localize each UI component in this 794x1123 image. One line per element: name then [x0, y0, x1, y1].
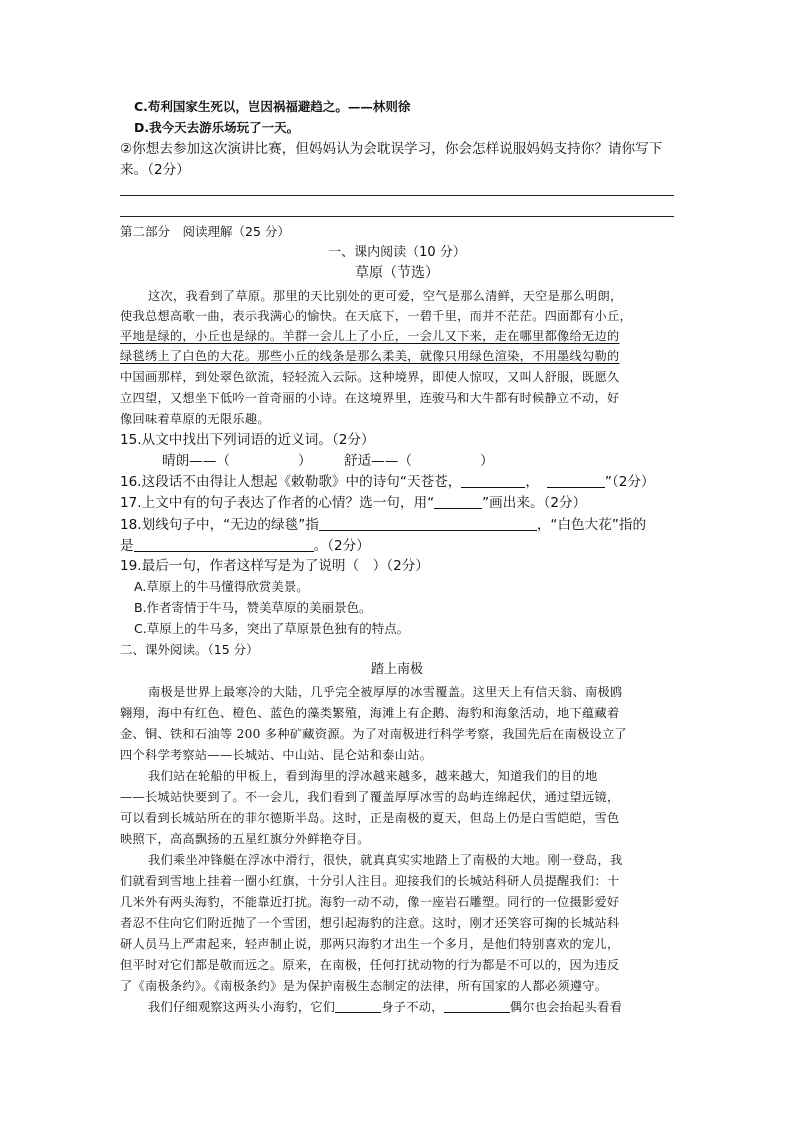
answer-line-1[interactable]: [120, 195, 674, 196]
passage-2-line: 但平时对它们都是敬而远之。原来，在南极，任何打扰动物的行为都是不可以的，因为违反: [120, 958, 620, 972]
question-18-line2: [120, 537, 370, 555]
passage-1-line: 中国画那样，到处翠色欲流，轻轻流入云际。这种境界，即使人惊叹，又叫人舒服，既愿久: [120, 370, 620, 384]
q16-blank-2[interactable]: [547, 474, 605, 488]
q19-option-c[interactable]: C.草原上的牛马多，突出了草原景色独有的特点。: [134, 621, 410, 636]
q18-text-c: 是: [120, 538, 134, 554]
passage-2-line: 映照下，高高飘扬的五星红旗分外鲜艳夺目。: [120, 832, 370, 846]
q15-b-close: ）: [479, 453, 494, 469]
q15-a-close: ）: [297, 453, 312, 469]
q17-end: ”画出来。（2分）: [482, 495, 587, 511]
passage-2-line: 四个科学考察站——长城站、中山站、昆仑站和泰山站。: [120, 748, 433, 762]
question-16: [120, 473, 655, 491]
q17-blank[interactable]: [434, 495, 482, 509]
section-2-heading: 二、课外阅读。（15 分）: [120, 642, 259, 657]
option-c: C.苟利国家生死以，岂因祸福避趋之。——林则徐: [134, 99, 411, 114]
question-2-line1: ②你想去参加这次演讲比赛，但妈妈认为会耽误学习，你会怎样说服妈妈支持你？请你写下: [120, 141, 663, 157]
passage-2-title: 踏上南极: [370, 662, 423, 677]
question-18-line1: [120, 516, 646, 534]
question-2-line2: 来。（2分）: [120, 162, 190, 178]
passage-1-line-underlined: 平地是绿的，小丘也是绿的。羊群一会儿上了小丘，一会儿又下来，走在哪里都像给无边的: [120, 329, 620, 343]
q19-option-a[interactable]: A.草原上的牛马懂得欣赏美景。: [134, 579, 309, 594]
passage-2-line: 南极是世界上最寒冷的大陆，几乎完全被厚厚的冰雪覆盖。这里天上有信天翁、南极鸥: [148, 685, 623, 699]
q18-text: 18.划线句子中，“无边的绿毯”指: [120, 517, 319, 533]
passage-2-line: 我们站在轮船的甲板上，看到海里的浮冰越来越多，越来越大，知道我们的目的地: [148, 769, 598, 783]
passage-2-last-line: [148, 998, 622, 1016]
question-15: 15.从文中找出下列词语的近义词。（2分）: [120, 432, 375, 448]
passage-1-line-underlined: 绿毯绣上了白色的大花。那些小丘的线条是那么柔美，就像只用绿色渲染，不用墨线勾勒的: [120, 349, 620, 363]
passage-1-line: 立四望，又想坐下低吟一首奇丽的小诗。在这境界里，连骏马和大牛都有时候静立不动，好: [120, 391, 620, 405]
last-line-text-a: 我们仔细观察这两头小海豹，它们: [148, 1000, 336, 1014]
passage-2-line: ——长城站快要到了。不一会儿，我们看到了覆盖厚厚冰雪的岛屿连绵起伏，通过望远镜，: [120, 790, 620, 804]
passage-1-line: 使我总想高歌一曲，表示我满心的愉快。在天底下，一碧千里，而并不茫茫。四面都有小丘，: [120, 309, 632, 323]
section-1-heading: 一、课内阅读（10 分）: [328, 245, 466, 260]
passage-2-line: 我们乘坐冲锋艇在浮冰中滑行，很快，就真真实实地踏上了南极的大地。刚一登岛，我: [148, 853, 623, 867]
q16-end: ”（2分）: [604, 474, 655, 490]
q15-b-label: 舒适——（: [344, 453, 412, 469]
question-17: [120, 494, 586, 512]
q16-blank-1[interactable]: [461, 474, 525, 488]
passage-1-line: 像回味着草原的无限乐趣。: [120, 412, 270, 426]
q19-option-b[interactable]: B.作者寄情于牛马，赞美草原的美丽景色。: [134, 600, 372, 615]
passage-2-line: 翱翔，海中有红色、橙色、蓝色的藻类繁殖，海滩上有企鹅、海豹和海象活动，地下蕴藏着: [120, 706, 620, 720]
question-19: 19.最后一句，作者这样写是为了说明（ ）（2分）: [120, 558, 429, 574]
passage-blank-1[interactable]: [335, 999, 381, 1013]
question-15-item-a: [162, 452, 312, 470]
passage-2-line: 可以看到长城站所在的菲尔德斯半岛。这时，正是南极的夏天，但岛上仍是白雪皑皑，雪色: [120, 811, 620, 825]
q16-text: 16.这段话不由得让人想起《敕勒歌》中的诗句“天苍苍，: [120, 474, 462, 490]
q17-text: 17.上文中有的句子表达了作者的心情？选一句，用“: [120, 495, 435, 511]
passage-2-line: 们就看到雪地上挂着一圈小红旗，十分引人注目。迎接我们的长城站科研人员提醒我们：十: [120, 874, 620, 888]
passage-2-line: 者忍不住向它们附近抛了一个雪团，想引起海豹的注意。这时，刚才还笑容可掬的长城站科: [120, 916, 620, 930]
passage-1-line: 这次，我看到了草原。那里的天比别处的更可爱，空气是那么清鲜，天空是那么明朗，: [148, 289, 623, 303]
option-d: D.我今天去游乐场玩了一天。: [134, 120, 300, 135]
q16-sep: ，: [525, 474, 539, 490]
passage-1-title: 草原（节选）: [355, 265, 439, 281]
passage-2-line: 了《南极条约》。《南极条约》是为保护南极生态制定的法律，所有国家的人都必须遵守。: [120, 979, 608, 993]
passage-2-line: 研人员马上严肃起来，轻声制止说，那两只海豹才出生一个多月，是他们特别喜欢的宠儿，: [120, 937, 620, 951]
question-15-item-b: [344, 452, 494, 470]
passage-2-line: 几米外有两头海豹，不能靠近打扰。海豹一动不动，像一座岩石雕塑。同行的一位摄影爱好: [120, 895, 620, 909]
q18-text-b: ，“白色大花”指的: [536, 517, 647, 533]
passage-blank-2[interactable]: [444, 999, 510, 1013]
part-heading: 第二部分 阅读理解（25 分）: [120, 224, 290, 239]
passage-2-line: 金、铜、铁和石油等 200 多种矿藏资源。为了对南极进行科学考察，我国先后在南极设立了: [120, 727, 628, 741]
last-line-text-c: 偶尔也会抬起头看看: [509, 1000, 623, 1014]
last-line-text-b: 身子不动，: [381, 1000, 444, 1014]
q18-blank-2[interactable]: [134, 538, 314, 552]
answer-line-2[interactable]: [120, 216, 674, 217]
q18-end: 。（2分）: [313, 538, 370, 554]
q15-a-label: 晴朗——（: [162, 453, 230, 469]
q18-blank-1[interactable]: [319, 517, 537, 531]
